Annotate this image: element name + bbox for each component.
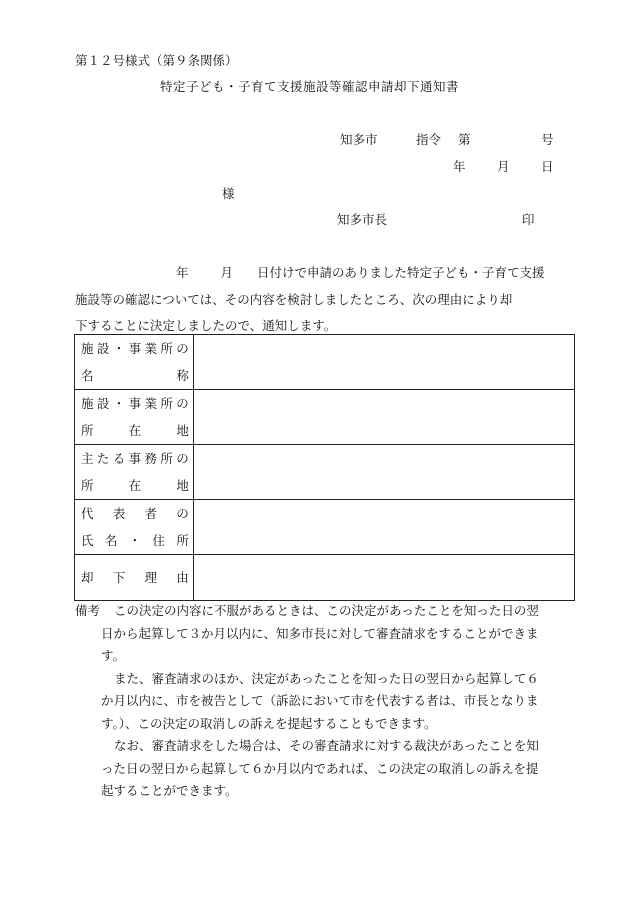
row-label-line bbox=[75, 445, 193, 472]
row-value[interactable] bbox=[193, 445, 574, 500]
row-label bbox=[75, 335, 194, 390]
row-label-line bbox=[75, 417, 193, 444]
document-title: 特定子ども・子育て支援施設等確認申請却下通知書 bbox=[160, 79, 460, 94]
row-label-line bbox=[75, 500, 193, 527]
label-char: ・ bbox=[112, 396, 126, 411]
label-char: 主 bbox=[81, 451, 94, 466]
label-char: 在 bbox=[128, 423, 142, 438]
label-char: 名 bbox=[81, 368, 94, 383]
remarks-heading: 備考 bbox=[75, 603, 101, 618]
remark-line-2: 日から起算して３か月以内に、知多市長に対して審査請求をすることができま bbox=[101, 626, 539, 641]
label-char: 由 bbox=[176, 570, 189, 585]
label-char: 名 bbox=[104, 533, 118, 548]
label-char: 所 bbox=[176, 533, 189, 548]
label-char: 氏 bbox=[81, 533, 94, 548]
label-char: 務 bbox=[144, 451, 158, 466]
body-line-3: 下することに決定しましたので、通知します。 bbox=[75, 318, 337, 333]
label-char: 所 bbox=[160, 396, 173, 411]
label-char: た bbox=[96, 451, 110, 466]
row-label bbox=[75, 445, 194, 500]
label-char: 業 bbox=[144, 341, 158, 356]
row-label bbox=[75, 500, 194, 555]
addressee-suffix: 様 bbox=[222, 186, 235, 201]
row-label bbox=[75, 390, 194, 445]
body-line-1 bbox=[75, 263, 545, 281]
label-char: 設 bbox=[96, 341, 110, 356]
label-char: 所 bbox=[160, 341, 173, 356]
remark-line-1: この決定の内容に不服があるときは、この決定があったことを知った日の翌 bbox=[114, 603, 539, 618]
remark-line-6: す。）、この決定の取消しの訴えを提起することもできます。 bbox=[101, 716, 437, 731]
label-char: 施 bbox=[81, 341, 94, 356]
label-char: ・ bbox=[128, 533, 142, 548]
table-row bbox=[75, 445, 575, 500]
label-char: 業 bbox=[144, 396, 158, 411]
remark-line-8: った日の翌日から起算して６か月以内であれば、この決定の取消しの訴えを提 bbox=[101, 761, 539, 776]
body-line-2: 施設等の確認については、その内容を検討しましたところ、次の理由により却 bbox=[75, 292, 513, 307]
label-char: 地 bbox=[176, 478, 189, 493]
label-char: 所 bbox=[160, 451, 173, 466]
date-year: 年 bbox=[453, 159, 466, 174]
label-char: 事 bbox=[128, 396, 142, 411]
label-char: 者 bbox=[144, 506, 158, 521]
row-label-line bbox=[75, 472, 193, 499]
body-year: 年 bbox=[176, 265, 189, 280]
body-line-1-text: 日付けで申請のありました特定子ども・子育て支援 bbox=[257, 265, 545, 280]
label-char: 理 bbox=[144, 570, 158, 585]
city-name: 知多市 bbox=[340, 132, 378, 147]
row-value[interactable] bbox=[193, 335, 574, 390]
form-number: 第１２号様式（第９条関係） bbox=[75, 53, 238, 68]
order-label: 指令 bbox=[416, 132, 442, 147]
label-char: の bbox=[176, 506, 189, 521]
remark-line-9: 起することができます。 bbox=[101, 783, 238, 798]
remark-line-5: か月以内に、市を被告として（訴訟において市を代表する者は、市長となりま bbox=[101, 693, 539, 708]
label-char: 代 bbox=[81, 506, 94, 521]
label-char: 設 bbox=[96, 396, 110, 411]
remark-line-3: す。 bbox=[101, 648, 126, 663]
row-label-line bbox=[75, 390, 193, 417]
label-char: の bbox=[176, 451, 189, 466]
label-char: 事 bbox=[128, 341, 142, 356]
label-char: 施 bbox=[81, 396, 94, 411]
label-char: の bbox=[176, 341, 189, 356]
seal-mark: 印 bbox=[522, 212, 535, 227]
label-char: 所 bbox=[81, 478, 94, 493]
table-row bbox=[75, 390, 575, 445]
date-day: 日 bbox=[541, 159, 554, 174]
label-char: 下 bbox=[112, 570, 126, 585]
body-month: 月 bbox=[220, 265, 234, 280]
row-value[interactable] bbox=[193, 555, 574, 601]
issuer-name: 知多市長 bbox=[337, 212, 388, 227]
label-char: 地 bbox=[176, 423, 189, 438]
label-char: 却 bbox=[81, 570, 94, 585]
row-label-line bbox=[75, 527, 193, 554]
label-char: 事 bbox=[128, 451, 142, 466]
label-char: 在 bbox=[128, 478, 142, 493]
table-row bbox=[75, 335, 575, 390]
row-label-line bbox=[75, 335, 193, 362]
row-label bbox=[75, 555, 194, 601]
remark-line-7: なお、審査請求をした場合は、その審査請求に対する裁決があったことを知 bbox=[114, 738, 539, 753]
label-char: る bbox=[112, 451, 126, 466]
row-label-line bbox=[75, 362, 193, 389]
label-char: 所 bbox=[81, 423, 94, 438]
date-month: 月 bbox=[497, 159, 510, 174]
label-char: 称 bbox=[176, 368, 189, 383]
number-prefix: 第 bbox=[458, 132, 471, 147]
table-row bbox=[75, 500, 575, 555]
info-table bbox=[74, 334, 575, 601]
label-char: 表 bbox=[112, 506, 126, 521]
label-char: 住 bbox=[152, 533, 165, 548]
row-value[interactable] bbox=[193, 500, 574, 555]
row-label-line bbox=[75, 564, 193, 591]
remark-line-4: また、審査請求のほか、決定があったことを知った日の翌日から起算して６ bbox=[114, 671, 539, 686]
number-suffix: 号 bbox=[541, 132, 554, 147]
label-char: ・ bbox=[112, 341, 126, 356]
row-value[interactable] bbox=[193, 390, 574, 445]
table-row bbox=[75, 555, 575, 601]
label-char: の bbox=[176, 396, 189, 411]
